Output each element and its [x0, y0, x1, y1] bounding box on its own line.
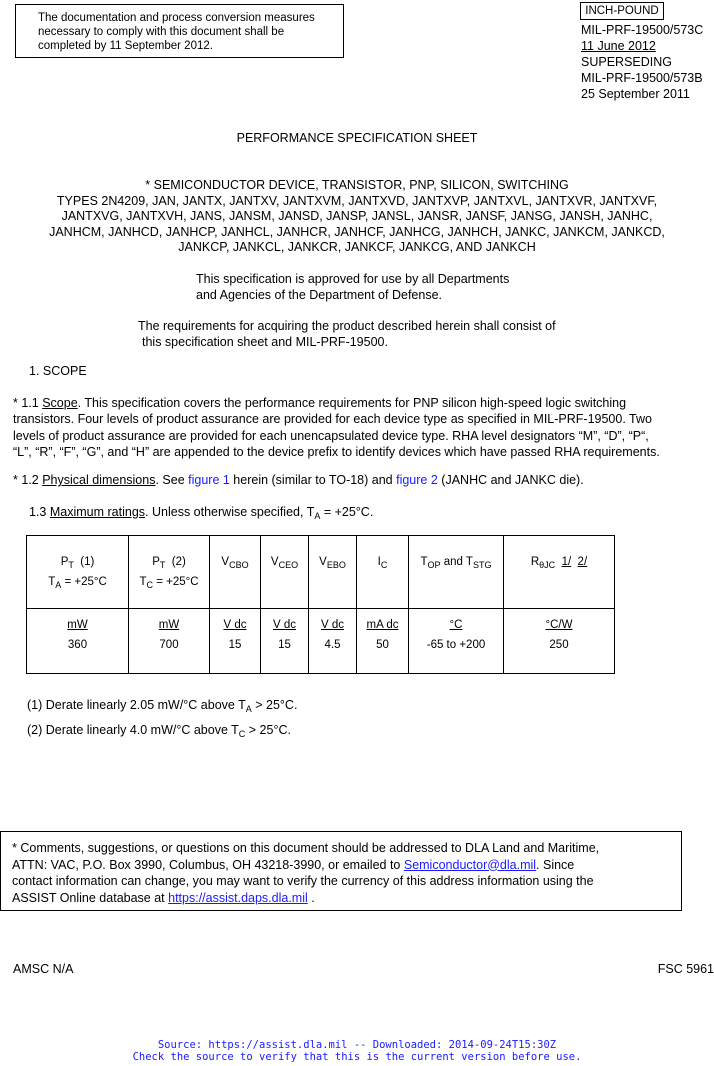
comments-line4: ASSIST Online database at https://assist.daps.dla.mil . [12, 890, 315, 905]
physical-text3: (JANHC and JANKC die). [437, 473, 584, 487]
source-footer [0, 1039, 714, 1063]
fsc-label: FSC 5961 [657, 962, 714, 976]
cell-vcbo: V dc 15 [210, 609, 261, 674]
cell-ic: mA dc 50 [357, 609, 409, 674]
table-data-row [27, 609, 615, 674]
header-pt2: $P_T$ (2) $T_C = +25^\circ C$ [129, 536, 210, 609]
cell-pt2: mW 700 [129, 609, 210, 674]
device-title [0, 178, 714, 256]
device-title-line3: JANTXVG, JANTXVH, JANS, JANSM, JANSD, JANSP, JANSL, JANSR, JANSF, JANSG, JANSH, JANHC, [61, 209, 653, 223]
cell-top-tstg: °C -65 to +200 [409, 609, 504, 674]
cell-vceo: V dc 15 [261, 609, 309, 674]
scope-label: Scope [42, 396, 78, 410]
max-ratings-number: 1.3 [29, 505, 47, 519]
physical-number: * 1.2 [13, 473, 39, 487]
doc-id: MIL-PRF-19500/573C [581, 23, 704, 37]
scope-line4: “L”, “R”, “F”, “G”, and “H” are appended to the device prefix to identify devices which have passed RHA requirements. [13, 444, 660, 459]
device-title-line2: TYPES 2N4209, JAN, JANTX, JANTXV, JANTXVM, JANTXVD, JANTXVP, JANTXVL, JANTXVR, JANTXVF, [56, 193, 658, 208]
max-ratings-text2: = +25°C. [320, 505, 374, 519]
scope-number: * 1.1 [13, 396, 39, 410]
email-link[interactable]: Semiconductor@dla.mil [403, 857, 537, 872]
header-vebo: $V_{EBO}$ [309, 536, 357, 609]
approval-line1: This specification is approved for use by all Departments [196, 272, 510, 286]
physical-text1: . See [155, 473, 189, 487]
header-top-tstg: $T_{OP}$ and $T_{STG}$ [409, 536, 504, 609]
requirements-line1: The requirements for acquiring the product described herein shall consist of [138, 319, 556, 333]
header-ic: $I_C$ [357, 536, 409, 609]
figure-2-link[interactable]: figure 2 [396, 473, 438, 487]
scope-line2: transistors. Four levels of product assurance are provided for each device type as specified in MIL-PRF-19500. Two [13, 412, 652, 427]
max-ratings-text: . Unless otherwise specified, T [145, 505, 315, 519]
physical-text2: herein (similar to TO-18) and [229, 473, 397, 487]
scope-line3: levels of product assurance are provided for each unencapsulated device type. RHA level designators “M”, “D”, “P“, [13, 428, 649, 443]
cell-pt1: mW 360 [27, 609, 129, 674]
scope-paragraph [13, 395, 713, 460]
old-doc-date: 25 September 2011 [581, 87, 690, 101]
source-line: Source: https://assist.dla.mil -- Downloaded: 2014-09-24T15:30Z [157, 1039, 557, 1051]
approval-line2: and Agencies of the Department of Defense. [196, 288, 442, 302]
figure-1-link[interactable]: figure 1 [188, 473, 230, 487]
max-ratings-table [26, 535, 615, 674]
max-ratings-sub: A [314, 511, 321, 521]
physical-label: Physical dimensions [42, 473, 156, 487]
device-title-line5: JANKCP, JANKCL, JANKCR, JANKCF, JANKCG, AND JANKCH [178, 240, 536, 254]
section-scope-heading: 1. SCOPE [29, 364, 87, 378]
comments-line1: * Comments, suggestions, or questions on this document should be addressed to DLA Land and Maritime, [12, 841, 600, 855]
cell-rth: °C/W 250 [504, 609, 615, 674]
notice-text: The documentation and process conversion measures necessary to comply with this document shall be completed by 11 September 2012. [38, 12, 315, 52]
physical-dimensions-paragraph [13, 473, 584, 487]
requirements-line2: this specification sheet and MIL-PRF-19500. [142, 335, 388, 349]
notice-box [15, 4, 344, 58]
max-ratings-paragraph [29, 505, 373, 521]
comments-box [0, 831, 682, 911]
device-title-line1: * SEMICONDUCTOR DEVICE, TRANSISTOR, PNP, SILICON, SWITCHING [145, 178, 569, 192]
doc-header [581, 22, 703, 102]
comments-line3: contact information can change, you may want to verify the currency of this address information using the [12, 874, 594, 888]
check-line: Check the source to verify that this is the current version before use. [132, 1051, 582, 1063]
header-rth: $R_{\theta JC}$ 1/ 2/ [504, 536, 615, 609]
header-vcbo: $V_{CBO}$ [210, 536, 261, 609]
approval-statement [196, 271, 509, 303]
device-title-line4: JANHCM, JANHCD, JANHCP, JANHCL, JANHCR, JANHCF, JANHCG, JANHCH, JANKC, JANKCM, JANKCD, [49, 224, 665, 239]
scope-line1: . This specification covers the performance requirements for PNP silicon high-speed logic switching [77, 396, 627, 410]
max-ratings-label: Maximum ratings [49, 505, 146, 519]
superseding-label: SUPERSEDING [581, 55, 672, 69]
header-vceo: $V_{CEO}$ [261, 536, 309, 609]
note-2: (2) Derate linearly 4.0 mW/°C above $T_C > 25^\circ C$. [27, 723, 291, 739]
amsc-label: AMSC N/A [13, 962, 74, 976]
old-doc-id: MIL-PRF-19500/573B [581, 71, 703, 85]
assist-url-link[interactable]: https://assist.daps.dla.mil [168, 890, 308, 905]
requirements-statement [138, 318, 556, 350]
comments-line2: ATTN: VAC, P.O. Box 3990, Columbus, OH 43218-3990, or emailed to Semiconductor@dla.mil. Since [12, 857, 575, 872]
header-pt1: $P_T$ (1) $T_A = +25^\circ C$ [27, 536, 129, 609]
note-1: (1) Derate linearly 2.05 mW/°C above $T_A > 25^\circ C$. [27, 698, 298, 714]
doc-date: 11 June 2012 [581, 39, 656, 53]
inch-pound-label: INCH-POUND [585, 5, 659, 17]
page-title: PERFORMANCE SPECIFICATION SHEET [236, 131, 478, 145]
cell-vebo: V dc 4.5 [309, 609, 357, 674]
table-notes [27, 695, 297, 745]
inch-pound-badge [580, 2, 664, 20]
table-header-row [27, 536, 615, 609]
